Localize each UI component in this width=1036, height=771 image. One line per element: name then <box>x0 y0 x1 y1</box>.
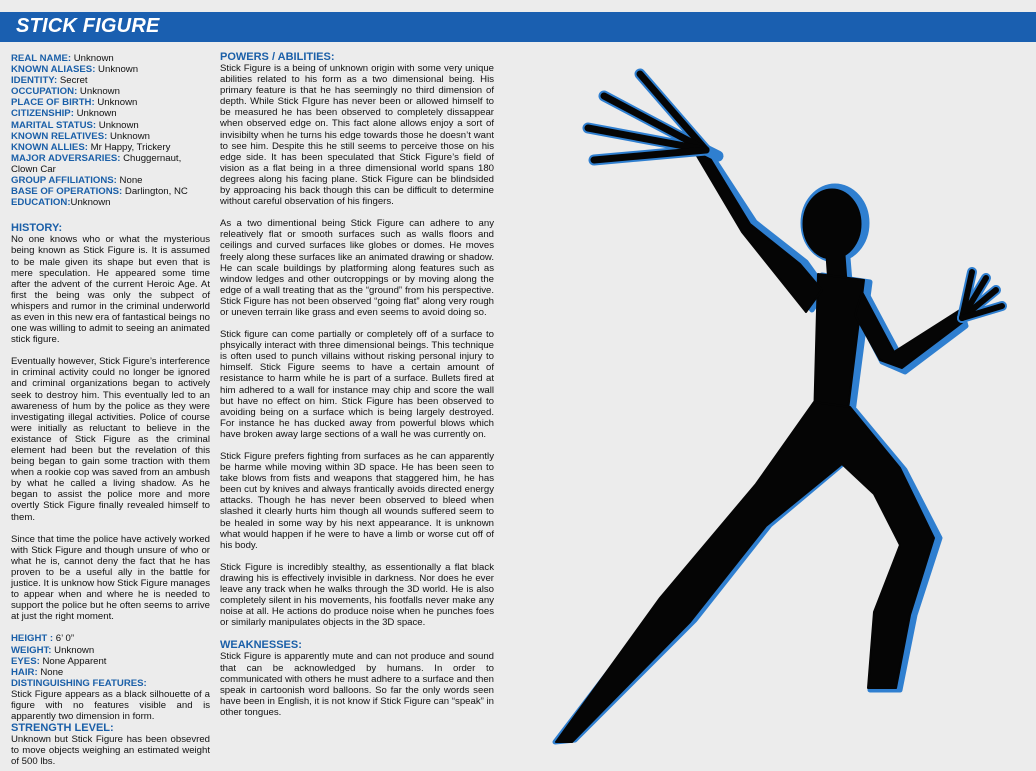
stat-group-affiliations: GROUP AFFILIATIONS: None <box>11 175 143 187</box>
powers-paragraph-2: As a two dimentional being Stick Figure can adhere to any releatively flat or smooth surfaces such as walls floors and ceilings and curved surfaces like globes or domes. He moves freely along these surfaces like an animated drawing or shadow. He can scale buildings by platforming along features such as window ledges and other outcroppings or by moving along the edge of a wall treating that as the “ground” from his perspective. Stick Figure has not been observed “going flat” along very rough or uneven terrain like grass and even seems to avoid doing so. <box>220 218 494 318</box>
history-heading: HISTORY: <box>11 222 63 235</box>
stick-figure-body <box>556 150 963 742</box>
stat-major-adversaries: MAJOR ADVERSARIES: Chuggernaut, Clown Car <box>11 152 182 175</box>
stat-known-relatives: KNOWN RELATIVES: Unknown <box>11 130 150 142</box>
distinguishing-text: Stick Figure appears as a black silhouette of a figure with no features visible and is apparently two dimension in form. <box>11 688 210 723</box>
stat-real-name: REAL NAME: Unknown <box>11 53 114 64</box>
strength-text: Unknown but Stick Figure has been obsevred to move objects weighing an estimated weight of 500 lbs. <box>11 734 210 768</box>
weaknesses-text: Stick Figure is apparently mute and can not produce and sound that can be acknowledged by humans. In order to communicated with others he must adhere to a surface and then speak in cartoonish word balloons. So far the only words seen have been in English, it is not know if Stick Figure can “speak” in other tongues. <box>220 651 494 718</box>
stat-eyes: EYES: None Apparent <box>11 655 107 667</box>
powers-heading: POWERS / ABILITIES: <box>220 51 335 63</box>
stats-top <box>11 53 210 208</box>
stats-bottom <box>11 633 210 677</box>
stat-education: EDUCATION:Unknown <box>11 197 111 209</box>
stat-weight: WEIGHT: Unknown <box>11 644 95 656</box>
stat-identity: IDENTITY: Secret <box>11 75 88 87</box>
powers-paragraph-1: Stick Figure is a being of unknown origin with some very unique abilities related to his form as a two dimensional being. His primary feature is that he has seemingly no third dimension of depth. While Stick FIgure has never been or allowed himself to be measured he has been observed to completely dissappear when observed edge on. This fact alone allows enjoy a sort of invisibilty when he turns his edge towards those he doesn’t want to see him. Despite this he still seems to perceive those on his edge side. It has been speculated that Stick Figure’s field of vision as a flat being in a three dimensional world spans 180 degrees along his facing plane. Stick Figure can be blindsided by approacing his back though this can be difficult to determine without careful observation of his fingers. <box>220 63 494 208</box>
stat-marital-status: MARITAL STATUS: Unknown <box>11 119 139 131</box>
stick-figure-illustration <box>540 60 1030 760</box>
distinguishing-label: DISTINGUISHING FEATURES: <box>11 677 147 689</box>
stat-height: HEIGHT : 6’ 0” <box>11 633 75 645</box>
history-paragraph-3: Since that time the police have actively worked with Stick Figure and though unsure of who or what he is, cannot deny the fact that he has proven to be a useful ally in the battle for justice. It is unknow how Stick Figure manages to appear when and where he is needed to support the police but he often seems to arrive at just the right moment. <box>11 533 210 623</box>
page-title: STICK FIGURE <box>16 15 160 37</box>
stat-citizenship: CITIZENSHIP: Unknown <box>11 108 117 120</box>
title-bar <box>0 12 1036 42</box>
left-column <box>11 53 210 767</box>
history-paragraph-2: Eventually however, Stick Figure’s interference in criminal activity could no longer be ignored and criminal organizations began to actively seek to destroy him. This eventually led to an awareness of hum by the police as they were investigating illegal activities. Police of course were initially as reluctant to believe in the existance of Stick Figure as the criminal element had been but the revelation of this being began to gain some traction with them when a rookie cop was saved from an ambush by what he called a living shadow. As he began to assist the police more and more overtly Stick Figure finally revealed himself to them. <box>11 356 210 523</box>
powers-paragraph-5: Stick Figure is incredibly stealthy, as essentionally a flat black drawing his is effectively invisible in darkness. Nor does he ever leave any track when he walks through the 3D world. He is also completely silent in his movements, his footfalls never make any noise at all. He actions do produce noise when he punches foes or similarly manipulates objects in the 3D space. <box>220 561 494 629</box>
stat-hair: HAIR: None <box>11 666 64 678</box>
powers-paragraph-4: Stick Figure prefers fighting from surfaces as he can apparently be harme while moving within 3D space. He has been seen to take blows from fists and weapons that staggered him, he has been cut by knives and always frantically avoids directed energy attacks. Though he has never been observed to bleed when slashed it clearly hurts him though all wounds suffered seem to be healed in some way by his next appearance. It is unknown what would happen if he were to have a limb or worse cut off of his body. <box>220 451 494 551</box>
history-paragraph-1: No one knows who or what the mysterious being known as Stick Figure is. It is assumed to be male given its shape but even that is mere speculation. He appeared some time after the advent of the current Heroic Age. At first the being was only the subpect of whispers and rumor in the criminal underworld as even in this new era of fantastical beings no one was willing to admit to seeing an animated stick figure. <box>11 234 210 346</box>
strength-heading: STRENGTH LEVEL: <box>11 722 114 735</box>
stat-known-allies: KNOWN ALLIES: Mr Happy, Trickery <box>11 141 171 153</box>
stat-known-aliases: KNOWN ALIASES: Unknown <box>11 64 139 76</box>
weaknesses-heading: WEAKNESSES: <box>220 639 302 652</box>
stat-base-of-operations: BASE OF OPERATIONS: Darlington, NC <box>11 186 188 198</box>
stat-place-of-birth: PLACE OF BIRTH: Unknown <box>11 97 138 109</box>
stat-occupation: OCCUPATION: Unknown <box>11 86 120 98</box>
middle-column <box>220 51 494 718</box>
powers-paragraph-3: Stick figure can come partially or completely off of a surface to phsyically interact with three dimensional beings. This technique is often used to punch villains without risking personal injury to himself. Stick Figure seems to have a certain amount of resistance to harm while he is part of a surface. Bullets fired at him adhered to a wall for instance may chip and score the wall but have no effect on him. Stick Figure has been observed to avoiding being on a surface which is being largely destroyed. For instance he has ducked away from powerful blows which have broken away large sections of a wall he was currently on. <box>220 329 494 440</box>
left-hand-fingers-core <box>588 74 706 160</box>
